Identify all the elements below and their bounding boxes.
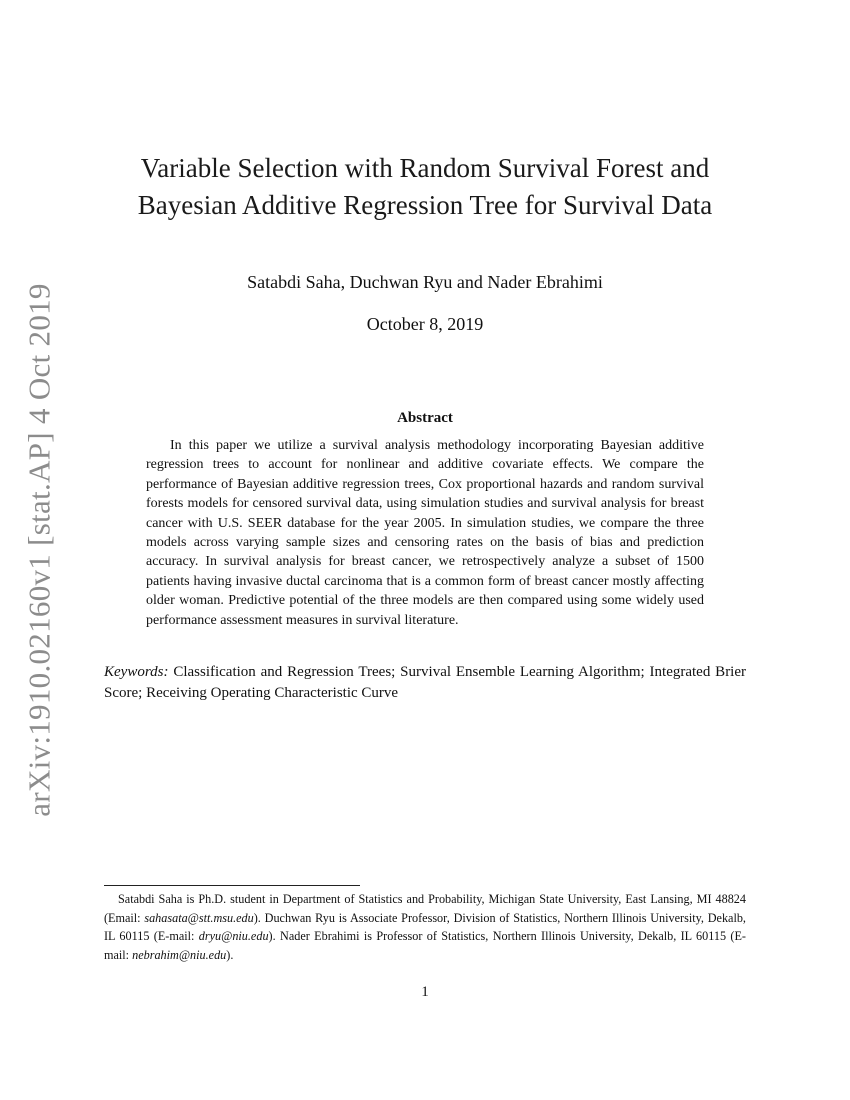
keywords-label: Keywords: [104,664,169,680]
footnote-text-4: ). [226,947,234,962]
footnote-email-saha: sahasata@stt.msu.edu [144,910,254,925]
abstract-body: In this paper we utilize a survival analysis methodology incorporating Bayesian additive regression trees to account for nonlinear and additive covariate effects. We compare the performance of Bayesian additive regression trees, Cox proportional hazards and random survival forests models for censored survival data, using simulation studies and survival analysis for breast cancer with U.S. SEER database for the year 2005. In simulation studies, we compare the three models across varying sample sizes and censoring rates on the basis of bias and prediction accuracy. In survival analysis for breast cancer, we retrospectively analyze a subset of 1500 patients having invasive ductal carcinoma that is a common form of breast cancer mostly affecting older woman. Predictive potential of the three models are then compared using some widely used performance assessment measures in survival literature. [146,438,704,628]
paper-title-line-1: Variable Selection with Random Survival Forest and [140,153,710,183]
paper-date: October 8, 2019 [366,314,484,334]
paper-authors: Satabdi Saha, Duchwan Ryu and Nader Ebrahimi [247,272,603,292]
arxiv-identifier-text: arXiv:1910.02160v1 [stat.AP] 4 Oct 2019 [22,283,58,817]
paper-title-line-2: Bayesian Additive Regression Tree for Survival Data [137,190,713,220]
abstract-heading: Abstract [397,410,453,426]
author-affiliation-footnote [104,890,746,964]
arxiv-identifier-stamp [18,0,62,1100]
footnote-divider [104,885,360,886]
keywords-text: Classification and Regression Trees; Survival Ensemble Learning Algorithm; Integrated Brier Score; Receiving Operating Characteristic Curve [104,664,747,701]
paper-title [100,150,750,224]
page-number: 1 [421,984,429,1000]
footnote-text-2: ). Duchwan Ryu is Associate Professor, Division of Statistics, Northern Illinois University, Dekalb, IL 60115 (E-mail: [104,910,746,944]
keywords-section [104,662,746,704]
footnote-text-1: Satabdi Saha is Ph.D. student in Department of Statistics and Probability, Michigan State University, East Lansing, MI 48824 (Email: [104,892,746,925]
footnote-text-3: ). Nader Ebrahimi is Professor of Statistics, Northern Illinois University, Dekalb, IL 60115 (E-mail: [104,929,746,962]
footnote-email-ryu: dryu@niu.edu [198,929,269,944]
footnote-email-ebrahimi: nebrahim@niu.edu [132,947,227,962]
